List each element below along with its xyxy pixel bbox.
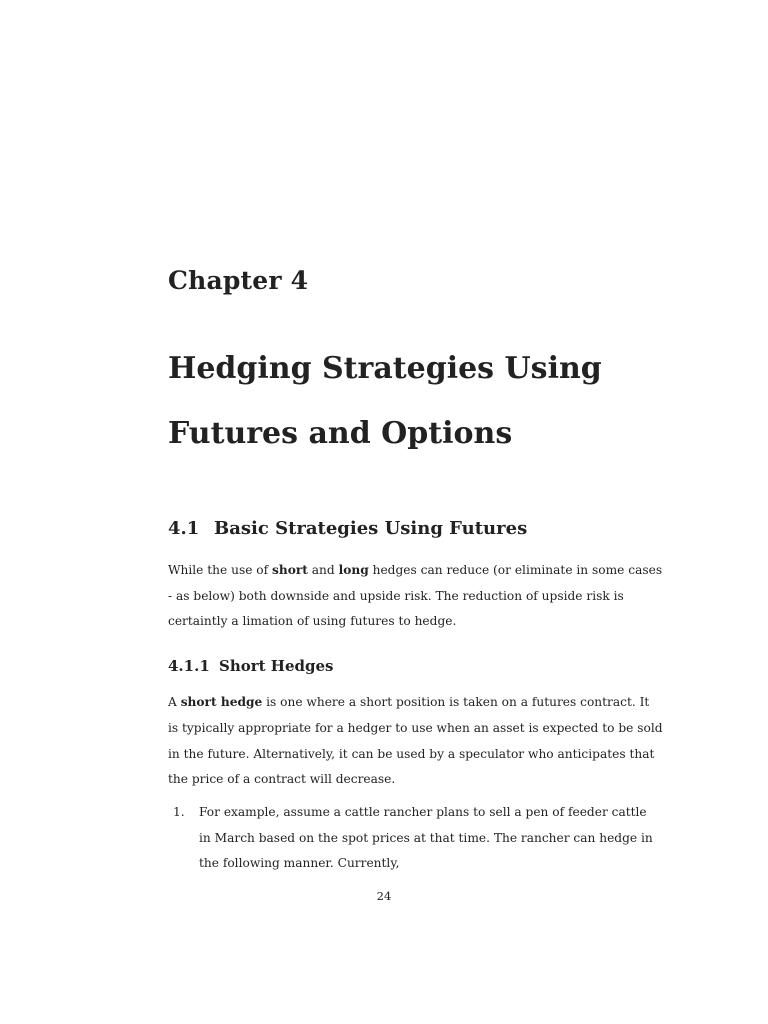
- list-item-line-1: For example, assume a cattle rancher plans to sell a pen of feeder cattle: [199, 805, 647, 819]
- term-long: long: [338, 563, 369, 577]
- subsection-number: 4.1.1: [168, 657, 210, 675]
- subsection-paragraph-line-2: is typically appropriate for a hedger to use when an asset is expected to be sold: [168, 721, 663, 735]
- subsection-paragraph-line-3: in the future. Alternatively, it can be used by a speculator who anticipates that: [168, 747, 655, 761]
- subsection-heading: [168, 657, 333, 675]
- section-number: 4.1: [168, 518, 200, 539]
- term-short: short: [272, 563, 308, 577]
- list-item-marker: 1.: [173, 805, 185, 819]
- page-number: 24: [376, 889, 392, 903]
- chapter-label: Chapter 4: [168, 266, 309, 295]
- subsection-paragraph-line-1: A short hedge is one where a short position is taken on a futures contract. It: [168, 695, 650, 709]
- section-title: Basic Strategies Using Futures: [214, 518, 528, 539]
- section-heading: [168, 518, 527, 539]
- subsection-title: Short Hedges: [219, 657, 334, 675]
- section-paragraph-line-2: - as below) both downside and upside risk. The reduction of upside risk is: [168, 589, 624, 603]
- list-item-line-3: the following manner. Currently,: [199, 856, 400, 870]
- chapter-title-line-1: Hedging Strategies Using: [168, 351, 602, 386]
- term-short-hedge: short hedge: [180, 695, 263, 709]
- section-paragraph-line-3: certaintly a limation of using futures to hedge.: [168, 614, 457, 628]
- list-item-line-2: in March based on the spot prices at that time. The rancher can hedge in: [199, 831, 653, 845]
- section-paragraph-line-1: While the use of short and long hedges can reduce (or eliminate in some cases: [168, 563, 663, 577]
- subsection-paragraph-line-4: the price of a contract will decrease.: [168, 772, 396, 786]
- chapter-title-line-2: Futures and Options: [168, 416, 513, 451]
